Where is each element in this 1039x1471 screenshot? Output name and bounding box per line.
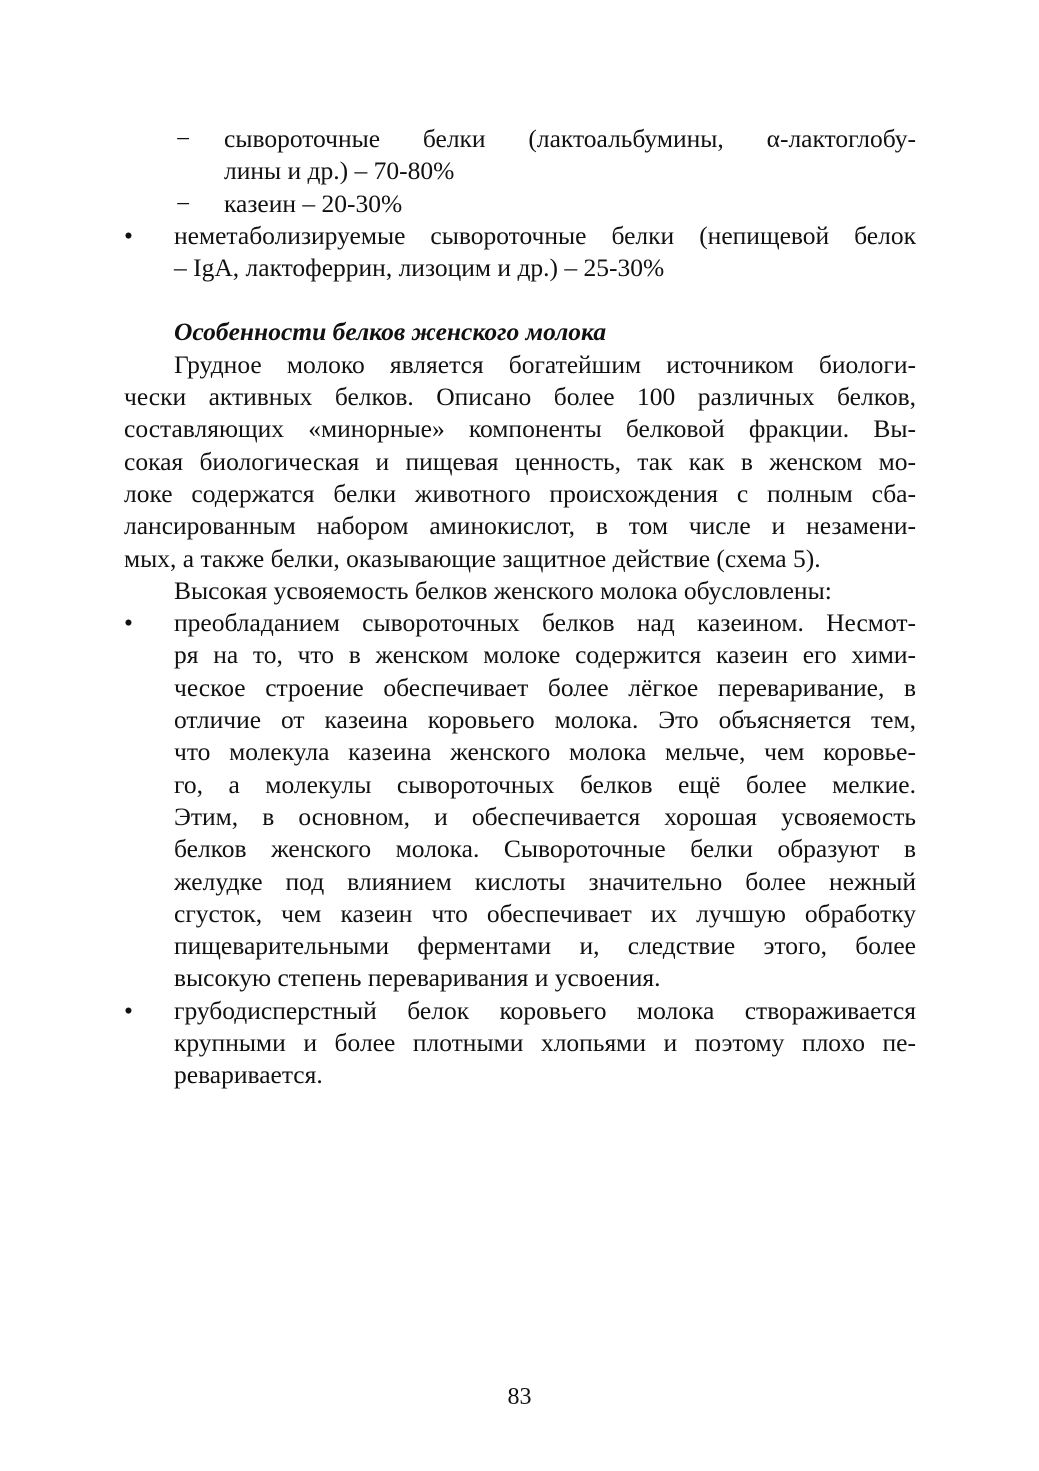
paragraph	[124, 575, 916, 607]
text-line: – IgA, лактоферрин, лизоцим и др.) – 25-30%	[174, 253, 665, 283]
text-line: составляющих «минорные» компоненты белковой фракции. Вы-	[124, 414, 916, 444]
bullet-list-item	[124, 220, 916, 285]
dash-marker: −	[176, 124, 191, 153]
bullet-marker: •	[124, 995, 133, 1025]
text-line: реваривается.	[174, 1060, 323, 1090]
text-line: Этим, в основном, и обеспечивается хорошая усвояемость	[174, 801, 916, 831]
text-line: го, а молекулы сывороточных белков ещё более мелкие.	[174, 769, 916, 799]
bullet-marker: •	[124, 220, 133, 250]
text-line: Грудное молоко является богатейшим источником биологи-	[174, 349, 916, 379]
text-line: грубодисперстный белок коровьего молока створаживается	[174, 995, 916, 1025]
text-line: Высокая усвояемость белков женского молока обусловлены:	[174, 575, 832, 605]
text-line: неметаболизируемые сывороточные белки (непищевой белок	[174, 220, 916, 250]
text-line: желудке под влиянием кислоты значительно более нежный	[174, 866, 916, 896]
text-line: казеин – 20-30%	[224, 188, 403, 218]
text-line: лансированным набором аминокислот, в том числе и незамени-	[124, 511, 916, 541]
text-line: чески активных белков. Описано более 100 различных белков,	[124, 382, 916, 412]
dash-marker: −	[176, 188, 191, 218]
bullet-list-item	[124, 607, 916, 995]
page-number: 83	[507, 1384, 532, 1410]
text-line: крупными и более плотными хлопьями и поэтому плохо пе-	[174, 1028, 916, 1058]
text-line: высокую степень переваривания и усвоения.	[174, 963, 661, 993]
text-line: сгусток, чем казеин что обеспечивает их лучшую обработку	[174, 898, 916, 928]
text-line: ческое строение обеспечивает более лёгкое переваривание, в	[174, 672, 916, 702]
text-line: ря на то, что в женском молоке содержится казеин его хими-	[174, 640, 916, 670]
text-line: сокая биологическая и пищевая ценность, так как в женском мо-	[124, 446, 916, 476]
bullet-marker: •	[124, 608, 133, 638]
text-line: преобладанием сывороточных белков над казеином. Несмот-	[174, 608, 916, 638]
dash-list-item	[124, 123, 916, 188]
page-content	[124, 123, 916, 1092]
text-line: белков женского молока. Сывороточные белки образуют в	[174, 834, 916, 864]
dash-list-item	[124, 188, 916, 220]
text-line: отличие от казеина коровьего молока. Это объясняется тем,	[174, 705, 916, 735]
bullet-list-item	[124, 995, 916, 1092]
paragraph	[124, 349, 916, 575]
text-line: сывороточные белки (лактоальбумины, α-лактоглобу-	[224, 124, 916, 153]
text-line: лины и др.) – 70-80%	[224, 156, 455, 186]
text-line: мых, а также белки, оказывающие защитное действие (схема 5).	[124, 543, 821, 573]
text-line: пищеварительными ферментами и, следствие этого, более	[174, 931, 916, 961]
text-line: что молекула казеина женского молока мельче, чем коровье-	[174, 737, 916, 767]
text-line: локе содержатся белки животного происхождения с полным сба-	[124, 478, 916, 508]
section-heading: Особенности белков женского молока	[174, 317, 607, 347]
